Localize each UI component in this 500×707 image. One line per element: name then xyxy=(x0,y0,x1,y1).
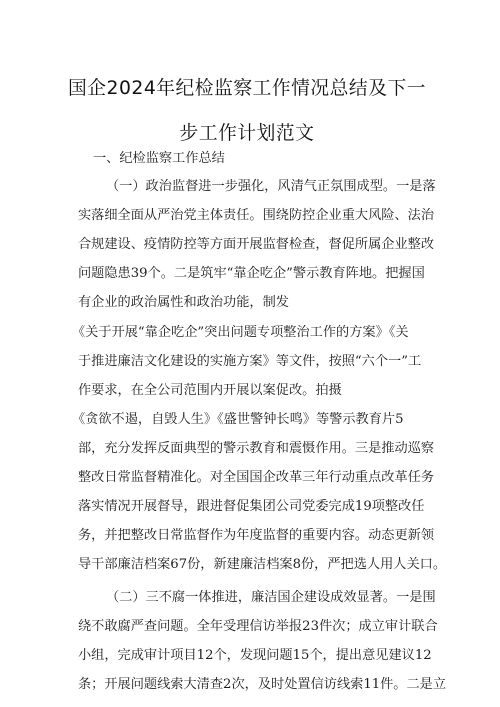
body-line: 于推进廉洁文化建设的实施方案》等文件，按照“六个一”工 xyxy=(78,354,422,369)
body-line: 《关于开展“靠企吃企”突出问题专项整治工作的方案》《关 xyxy=(72,325,409,340)
body-line: 务，并把整改日常监督作为年度监督的重要内容。动态更新领 xyxy=(78,528,435,543)
body-line: 作要求，在全公司范围内开展以案促改。拍摄 xyxy=(78,383,342,398)
body-line: 导干部廉洁档案67份，新建廉洁档案8份，严把选人用人关口。 xyxy=(78,557,447,572)
body-line: 实落细全面从严治党主体责任。围绕防控企业重大风险、法治 xyxy=(78,208,435,223)
body-line: 小组，完成审计项目12个，发现问题15个，提出意见建议12 xyxy=(78,648,432,663)
body-line: （一）政治监督进一步强化，风清气正氛围成型。一是落 xyxy=(106,179,436,194)
document-title-line-1: 国企2024年纪检监察工作情况总结及下一 xyxy=(67,77,426,99)
body-line: 有企业的政治属性和政治功能，制发 xyxy=(78,295,289,310)
body-line: 整改日常监督精准化。对全国国企改革三年行动重点改革任务 xyxy=(78,470,435,485)
body-line: 条；开展问题线索大清查2次，及时处置信访线索11件。二是立 xyxy=(78,677,447,692)
body-line: （二）三不腐一体推进，廉洁国企建设成效显著。一是围 xyxy=(106,590,436,605)
body-line: 合规建设、疫情防控等方面开展监督检查，督促所属企业整改 xyxy=(78,237,435,252)
document-title-line-2: 步工作计划范文 xyxy=(179,122,315,144)
body-line: 《贪欲不遏，自毁人生》《盛世警钟长鸣》等警示教育片5 xyxy=(72,412,404,427)
body-line: 问题隐患39个。二是筑牢“靠企吃企”警示教育阵地。把握国 xyxy=(78,266,425,281)
body-line: 部，充分发挥反面典型的警示教育和震慑作用。三是推动巡察 xyxy=(78,441,435,456)
body-line: 绕不敢腐严查问题。全年受理信访举报23件次；成立审计联合 xyxy=(78,619,438,634)
section-heading: 一、纪检监察工作总结 xyxy=(93,151,225,166)
body-line: 落实情况开展督导，跟进督促集团公司党委完成19项整改任 xyxy=(78,499,425,514)
